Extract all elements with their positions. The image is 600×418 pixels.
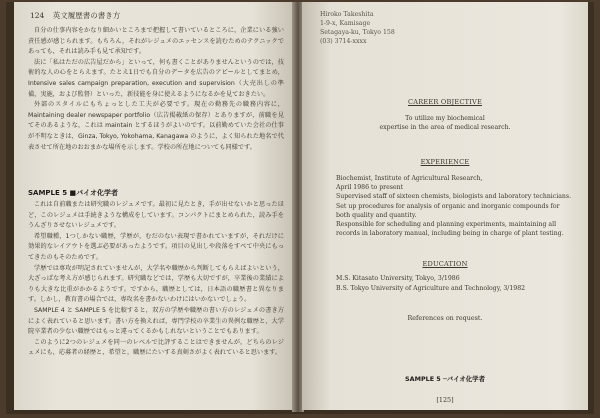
experience-line: Responsible for scheduling and planning experiments, maintaining all [336, 221, 557, 229]
education-title: EDUCATION [422, 260, 468, 268]
open-book [6, 2, 594, 414]
address-block [320, 10, 395, 46]
address-phone: (03) 3714-xxxx [320, 38, 367, 45]
right-page [302, 2, 588, 410]
left-text-block-top [28, 26, 284, 153]
paragraph: 自分の仕事内容をかなり細かいところまで把握して書いているところに，企業にいる強い責任感が感じられます。もちろん，それがレジュメのエッセンスを読むためのテクニックであっても，それは読み手も見て承知です。 [28, 27, 284, 56]
experience-list [336, 174, 572, 238]
address-line: Setagaya-ku, Tokyo 158 [320, 29, 395, 36]
left-page-header [30, 10, 120, 21]
paragraph: 希望職種，1つしかない職歴，学歴が，むだのない表現で書かれていますが，それだけに効果的なレイアウトを選ぶ必要があったようです。項目の見出しや段落をすべて中央にもってきたのもそのためです。 [28, 232, 284, 261]
running-title: 英文履歴書の書き方 [52, 11, 121, 20]
experience-line: records in laboratory manual, including being in charge of plant testing. [336, 230, 564, 238]
sample-heading: SAMPLE 5 ■バイオ化学者 [28, 189, 118, 197]
paragraph: このように2つのレジュメを同一のレベルで比評することはできませんが，どちらのレジュメにも，応募者の経歴と，希望と，職歴にたいする真剣さがよく表れていると思います。 [28, 338, 284, 357]
references-line: References on request. [407, 314, 483, 322]
address-name: Hiroko Takeshita [320, 11, 374, 18]
objective-title: CAREER OBJECTIVE [408, 98, 482, 106]
experience-line: Biochemist, Institute of Agricultural Research, [336, 175, 483, 182]
left-page-number: 124 [30, 11, 45, 20]
paragraph: これは自前職または研究職のレジュメです。最初に見たとき，手が出せないかと思ったほど，このレジュメは手続きような構成をしています。コンパクトにまとめられた，読み手をうんざりさせないレジュメです。 [28, 201, 284, 230]
address-line: 1-9-x, Kamisage [320, 20, 371, 27]
objective-text [302, 114, 588, 133]
paragraph: 学歴では専攻が明記されていませんが，大学名や職歴から判断してもらえばよいという，大ざっぱな考え方が感じられます。研究職などでは，学歴も大切ですが，卒業後の業績によりも大きな比重がかかるようです。ですから，職歴としては，日本語の職歴書と異なります。しかし，教育書の場合では，専攻名を書かないわけにはいかないでしょう。 [28, 264, 284, 304]
experience-title: EXPERIENCE [420, 158, 470, 166]
left-text-block-bottom [28, 200, 284, 359]
objective-line: To utilize my biochemical [405, 115, 485, 122]
education-list [336, 274, 568, 293]
experience-line: Set up procedures for analysis of organic and inorganic compounds for [336, 202, 560, 210]
sample-caption: SAMPLE 5 ─バイオ化学者 [405, 375, 485, 383]
education-line: M.S. Kitasato University, Tokyo, 3/1986 [336, 275, 460, 282]
experience-line: April 1986 to present [336, 184, 404, 192]
paragraph: 法に「私はただの広告屋だから」といって，何も書くことがありませんというのでは，技術的な人の心をとらえます。たとえ1日でも自分のデータを広告のアピールとしてまとめ，Intensive sales campaign preparation, execution and supervision（大売出しの準備，実施，および監督）といった，新技能を身に使えるようになるかを見ておきたい。 [28, 58, 284, 98]
experience-line: Supervised staff of sixteen chemists, biologists and laboratory technicians. [336, 193, 572, 201]
experience-line: both quality and quantity. [336, 211, 417, 219]
left-page [14, 2, 294, 410]
paragraph: SAMPLE 4 と SAMPLE 5 を比較すると，双方の学歴や職歴の書い方のレジュメの書き方によく表れていると思います。書い方を換えれば，専門学校の卒業生の異例な職歴と，大学院卒業者の少ない職歴ではもっと違ってくるかもしれないということでもあります。 [28, 306, 284, 336]
right-page-number: [125] [436, 396, 454, 404]
education-line: B.S. Tokyo University of Agriculture and Technology, 3/1982 [336, 284, 526, 292]
paragraph: 外部のスタイルにもちょっとした工夫が必要です。現在の勤務先の職務内容に，Maintaining dealer newspaper portfolio（広告掲載紙の保存）とありますが，前職を見てそのあるような，これは maintain とするほうがよいのです。以前勤めていた会社の仕事が不明なときは，Ginza, Tokyo, Yokohama, Kanagawa のように，よく知られた地名で代表させて所在地のおおまかな場所を示します。学校の所在地についても同様です。 [28, 101, 284, 151]
objective-line: expertise in the area of medical research. [379, 124, 511, 132]
